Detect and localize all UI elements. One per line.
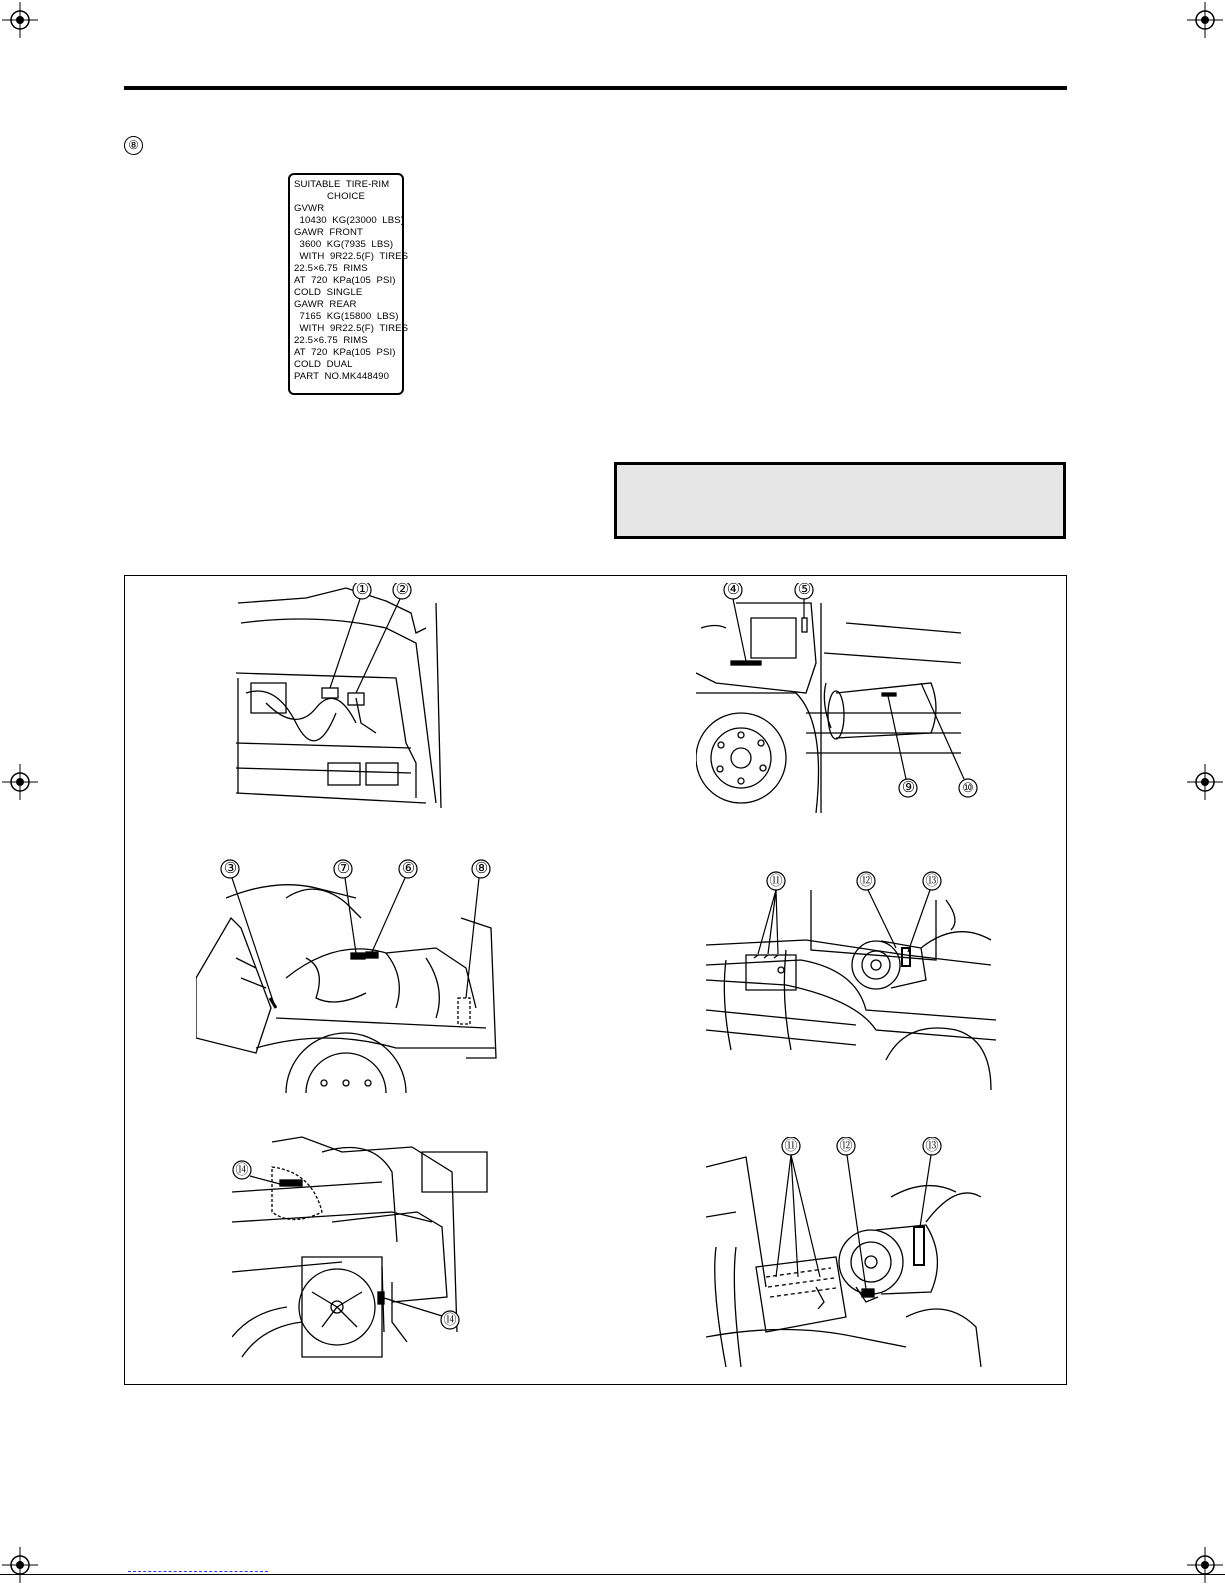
- label-line: 22.5×6.75 RIMS: [294, 263, 368, 274]
- callout-8: [466, 860, 490, 998]
- illustration-radiator: [232, 1132, 492, 1367]
- registration-mark-top-right: [1185, 0, 1225, 40]
- label-line: PART NO.MK448490: [294, 371, 390, 382]
- label-line: AT 720 KPa(105 PSI): [294, 275, 396, 286]
- label-line: CHOICE: [327, 191, 365, 202]
- callout-12-label: ⑫: [839, 1138, 853, 1153]
- callout-2: [356, 583, 411, 693]
- tire-rim-label: [288, 173, 409, 395]
- label-line: WITH 9R22.5(F) TIRES: [294, 251, 409, 262]
- label-line: 3600 KG(7935 LBS): [294, 239, 394, 250]
- registration-mark-bottom-right: [1185, 1545, 1225, 1585]
- registration-mark-mid-left: [0, 762, 40, 802]
- illustration-side-fuel-tank: [696, 583, 986, 813]
- label-line: AT 720 KPa(105 PSI): [294, 347, 396, 358]
- callout-8-label: ⑧: [474, 860, 489, 877]
- header-rule: [124, 86, 1067, 90]
- label-line: GAWR REAR: [294, 299, 357, 310]
- callout-5-label: ⑤: [797, 581, 812, 598]
- callout-7-label: ⑦: [336, 860, 351, 877]
- label-line: COLD SINGLE: [294, 287, 363, 298]
- label-line: WITH 9R22.5(F) TIRES: [294, 323, 409, 334]
- callout-2-label: ②: [395, 581, 410, 598]
- label-line: COLD DUAL: [294, 359, 353, 370]
- label-line: SUITABLE TIRE-RIM: [294, 179, 390, 190]
- registration-mark-bottom-left: [0, 1545, 40, 1585]
- callout-11-label: ⑪: [784, 1138, 798, 1153]
- callout-3-label: ③: [223, 860, 238, 877]
- illustration-battery-air-cleaner: [706, 870, 996, 1090]
- label-line: 22.5×6.75 RIMS: [294, 335, 368, 346]
- bottom-link-underline: [128, 1571, 268, 1573]
- note-box: [614, 462, 1066, 539]
- callout-6-label: ⑥: [401, 860, 416, 877]
- callout-14-lower-label: ⑭: [443, 1312, 457, 1327]
- callout-10-label: ⑩: [962, 780, 974, 795]
- callout-11-label: ⑪: [769, 873, 783, 888]
- callout-9-label: ⑨: [901, 779, 916, 796]
- callout-13-label: ⑬: [925, 873, 939, 888]
- callout-12-label: ⑫: [859, 873, 873, 888]
- section-marker: ⑧: [124, 136, 143, 155]
- registration-mark-mid-right: [1185, 762, 1225, 802]
- illustration-battery-closeup: [706, 1137, 986, 1367]
- registration-mark-top-left: [0, 0, 40, 40]
- illustration-front-cab: [236, 583, 456, 813]
- label-line: 10430 KG(23000 LBS): [294, 215, 405, 226]
- callout-4-label: ④: [726, 581, 741, 598]
- label-line: GVWR: [294, 203, 325, 214]
- label-line: 7165 KG(15800 LBS): [294, 311, 399, 322]
- callout-3: [221, 860, 274, 1004]
- callout-1-label: ①: [355, 581, 370, 598]
- footer-rule: [0, 1574, 1225, 1575]
- callout-11: [776, 1137, 820, 1277]
- illustration-engine-compartment: [196, 858, 506, 1093]
- callout-14-upper-label: ⑭: [235, 1162, 249, 1177]
- callout-13-label: ⑬: [925, 1138, 939, 1153]
- label-line: GAWR FRONT: [294, 227, 363, 238]
